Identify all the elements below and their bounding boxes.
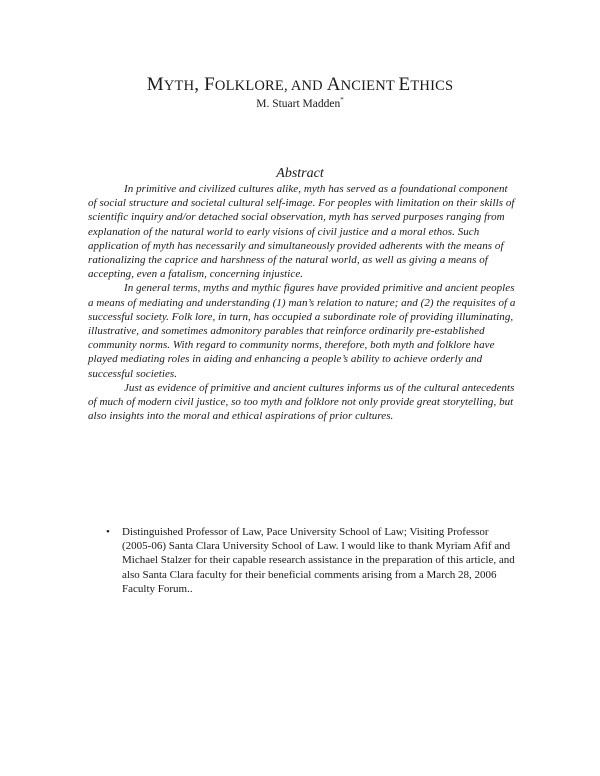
title-smallcaps: NCIENT bbox=[340, 78, 399, 94]
title-smallcaps: THICS bbox=[410, 78, 454, 94]
footnote-text: Distinguished Professor of Law, Pace University School of Law; Visiting Professor (2005-06) Santa Clara University School of Law. I would like to thank Myriam Afif and Michael Stalzer for their capable research assistance in the preparation of this article, and also Santa Clara faculty for their beneficial comments arising from a March 28, 2006 Faculty Forum.. bbox=[122, 526, 515, 595]
author-footnote bbox=[106, 525, 516, 596]
title-smallcaps: , AND bbox=[283, 78, 327, 94]
abstract-paragraph: In primitive and civilized cultures alike, myth has served as a foundational component of social structure and societal cultural self-image. For peoples with limitation on their skills of scientific inquiry and/or detached social observation, myth has served purposes ranging from explanation of the natural world to early visions of civil justice and a moral ethos. Such application of myth has necessarily and simultaneously provided adherents with the means of rationalizing the caprice and harshness of the natural world, as well as giving a means of accepting, even a fatalism, concerning injustice. bbox=[88, 183, 515, 281]
title-initial: E bbox=[398, 74, 411, 95]
author-name: M. Stuart Madden bbox=[256, 98, 341, 110]
title-smallcaps: YTH bbox=[163, 78, 195, 94]
title-initial: M bbox=[146, 74, 164, 95]
title-initial: A bbox=[326, 74, 341, 95]
author-line bbox=[0, 96, 600, 110]
footnote-marker: * bbox=[340, 96, 344, 104]
title-smallcaps: OLKLORE bbox=[214, 78, 284, 94]
bullet-icon: • bbox=[106, 526, 110, 538]
title-punct: , F bbox=[194, 74, 215, 95]
abstract-body bbox=[88, 182, 518, 423]
abstract-paragraph: In general terms, myths and mythic figures have provided primitive and ancient peoples a means of mediating and understanding (1) man’s relation to nature; and (2) the requisites of a successful society. Folk lore, in turn, has occupied a subordinate role of providing illuminating, illustrative, and sometimes admonitory parables that reinforce ordinarily pre-established community norms. With regard to community norms, therefore, both myth and folklore have played mediating roles in aiding and enhancing a people’s ability to achieve orderly and successful societies. bbox=[88, 282, 516, 380]
abstract-paragraph: Just as evidence of primitive and ancient cultures informs us of the cultural antecedents of much of modern civil justice, so too myth and folklore not only provide great storytelling, but also insights into the moral and ethical aspirations of prior cultures. bbox=[88, 381, 515, 423]
paper-title bbox=[0, 74, 600, 96]
abstract-heading: Abstract bbox=[276, 166, 324, 181]
